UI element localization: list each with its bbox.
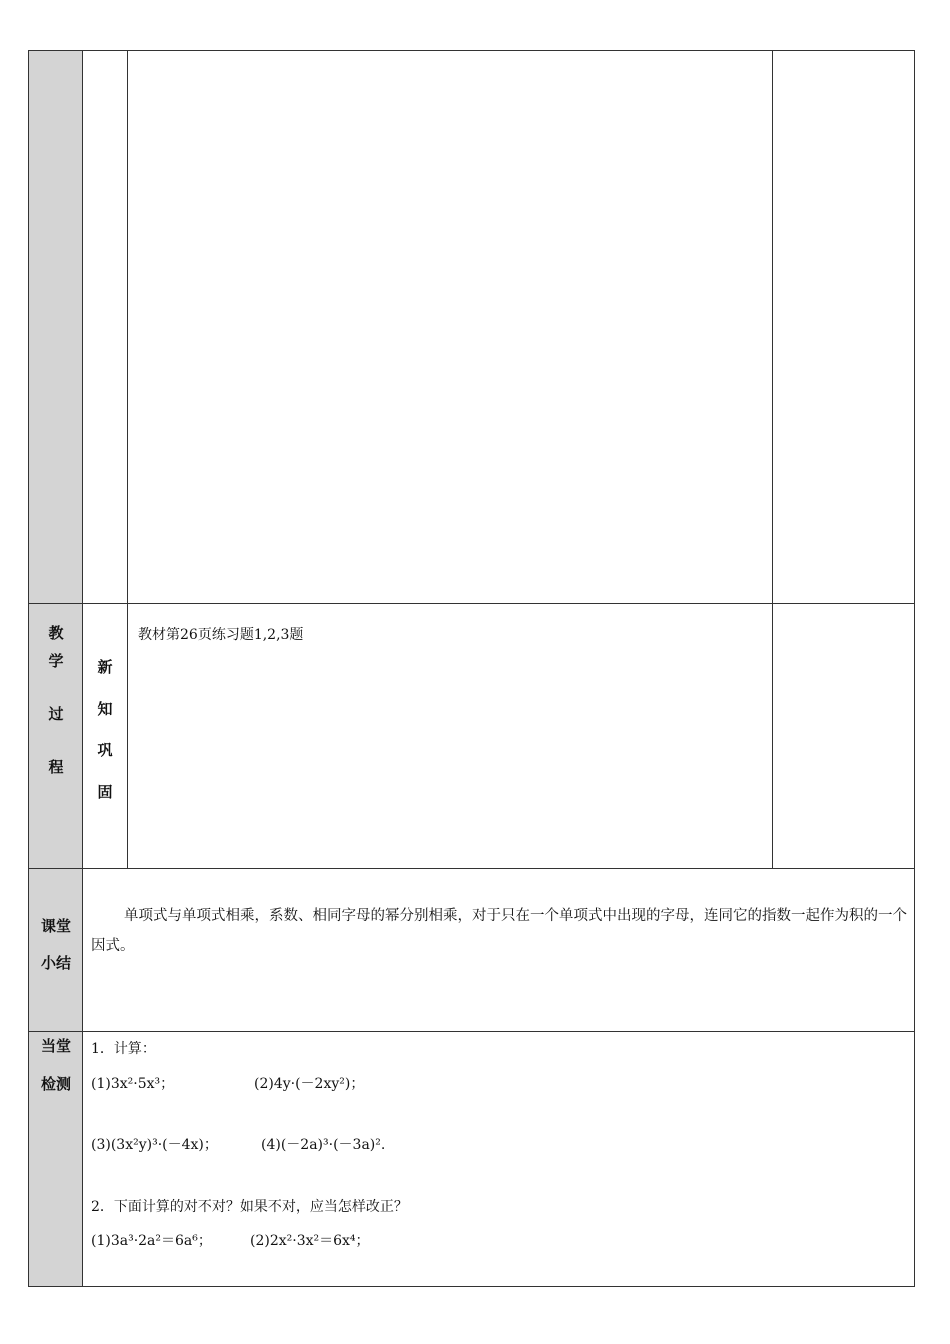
teaching-process-header	[28, 603, 83, 869]
sub-header-char: 新	[97, 658, 113, 676]
header-char: 程	[48, 758, 64, 776]
consolidation-header	[82, 603, 128, 869]
sub-header-char: 固	[97, 783, 113, 801]
header-char: 检测	[40, 1075, 71, 1093]
consolidation-notes	[772, 603, 915, 869]
row1-notes	[772, 50, 915, 604]
header-char: 课堂	[40, 917, 71, 935]
question-1-item-1: (1)3x²·5x³；	[91, 1076, 175, 1092]
header-char: 当堂	[40, 1037, 71, 1055]
row1-content	[127, 50, 773, 604]
header-char: 教	[48, 624, 64, 642]
question-2-title: 2．下面计算的对不对？如果不对，应当怎样改正？	[91, 1199, 408, 1215]
summary-header	[28, 868, 83, 1032]
row1-sub-header	[82, 50, 128, 604]
question-1-item-3: (3)(3x²y)³·(－4x)；	[91, 1137, 218, 1153]
sub-header-char: 知	[97, 700, 113, 718]
summary-content	[82, 868, 915, 1032]
header-char: 过	[48, 705, 64, 723]
check-header	[28, 1031, 83, 1287]
question-2-item-1: (1)3a³·2a²＝6a⁶；	[91, 1233, 212, 1249]
lesson-plan-table	[28, 50, 915, 1287]
exercise-reference: 教材第26页练习题1,2,3题	[138, 627, 304, 643]
summary-text: 单项式与单项式相乘，系数、相同字母的幂分别相乘，对于只在一个单项式中出现的字母，连同它的指数一起作为积的一个因式。	[91, 908, 907, 954]
question-1-item-2: (2)4y·(－2xy²)；	[254, 1076, 365, 1092]
question-1-item-4: (4)(－2a)³·(－3a)².	[261, 1137, 386, 1153]
header-char: 学	[48, 652, 64, 670]
sub-header-char: 巩	[97, 741, 113, 759]
question-1-title: 1．计算：	[91, 1041, 156, 1057]
check-content	[82, 1031, 915, 1287]
question-2-item-2: (2)2x²·3x²＝6x⁴；	[250, 1233, 370, 1249]
consolidation-content	[127, 603, 773, 869]
header-char: 小结	[40, 954, 71, 972]
row1-left-header	[28, 50, 83, 604]
